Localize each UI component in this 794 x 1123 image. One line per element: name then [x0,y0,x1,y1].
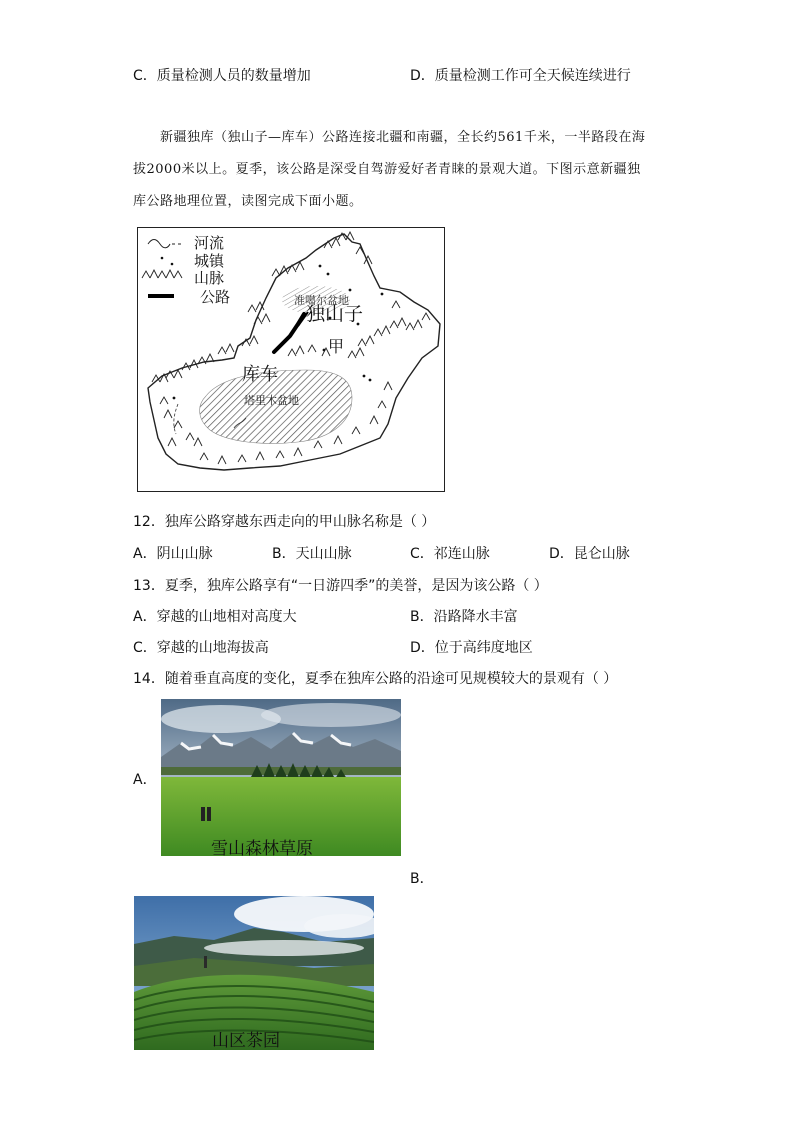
q12-option-a[interactable]: A．阴山山脉 [133,546,213,562]
q13-option-c[interactable]: C．穿越的山地海拔高 [133,640,269,656]
q12-option-b[interactable]: B．天山山脉 [272,546,352,562]
intro-line-2: 拔2000米以上。夏季，该公路是深受自驾游爱好者青睐的景观大道。下图示意新疆独 [133,162,641,177]
prev-option-c: C．质量检测人员的数量增加 [133,68,311,84]
intro-line-1: 新疆独库（独山子—库车）公路连接北疆和南疆，全长约561千米，一半路段在海 [160,130,646,145]
legend-river-label: 河流 [194,234,225,252]
q12-option-c[interactable]: C．祁连山脉 [410,546,490,562]
q12-stem: 12．独库公路穿越东西走向的甲山脉名称是（ ） [133,514,436,530]
q14-option-b-image[interactable] [134,896,374,1050]
river-legend-icon [148,240,181,248]
intro-line-3: 库公路地理位置，读图完成下面小题。 [133,194,363,209]
mountain-legend-icon [142,270,182,278]
q13-option-b[interactable]: B．沿路降水丰富 [410,609,518,625]
q13-option-d[interactable]: D．位于高纬度地区 [410,640,533,656]
q14-stem: 14．随着垂直高度的变化，夏季在独库公路的沿途可见规模较大的景观有（ ） [133,671,618,687]
map-legend [142,234,230,306]
q14-option-b-caption: 山区茶园 [212,1031,280,1050]
legend-town-label: 城镇 [194,252,225,270]
legend-mountain-label: 山脉 [194,269,225,287]
q13-option-a[interactable]: A．穿越的山地相对高度大 [133,609,297,625]
legend-road-label: 公路 [200,288,231,306]
q14-option-b-label[interactable]: B． [410,871,434,887]
prev-option-d: D．质量检测工作可全天候连续进行 [410,68,631,84]
q14-option-a-caption: 雪山森林草原 [211,839,313,856]
xinjiang-map [137,227,445,492]
label-jia-mountain: 甲 [328,337,345,356]
q14-option-a-image[interactable] [161,699,401,856]
label-dushanzi: 独山子 [306,303,364,325]
q13-stem: 13．夏季，独库公路享有“一日游四季”的美誉，是因为该公路（ ） [133,578,548,594]
label-junggar-basin: 准噶尔盆地 [294,294,349,307]
q14-option-a-label[interactable]: A． [133,772,157,788]
q12-option-d[interactable]: D．昆仑山脉 [549,546,630,562]
label-tarim-basin: 塔里木盆地 [244,394,299,407]
label-kuche: 库车 [242,364,278,385]
